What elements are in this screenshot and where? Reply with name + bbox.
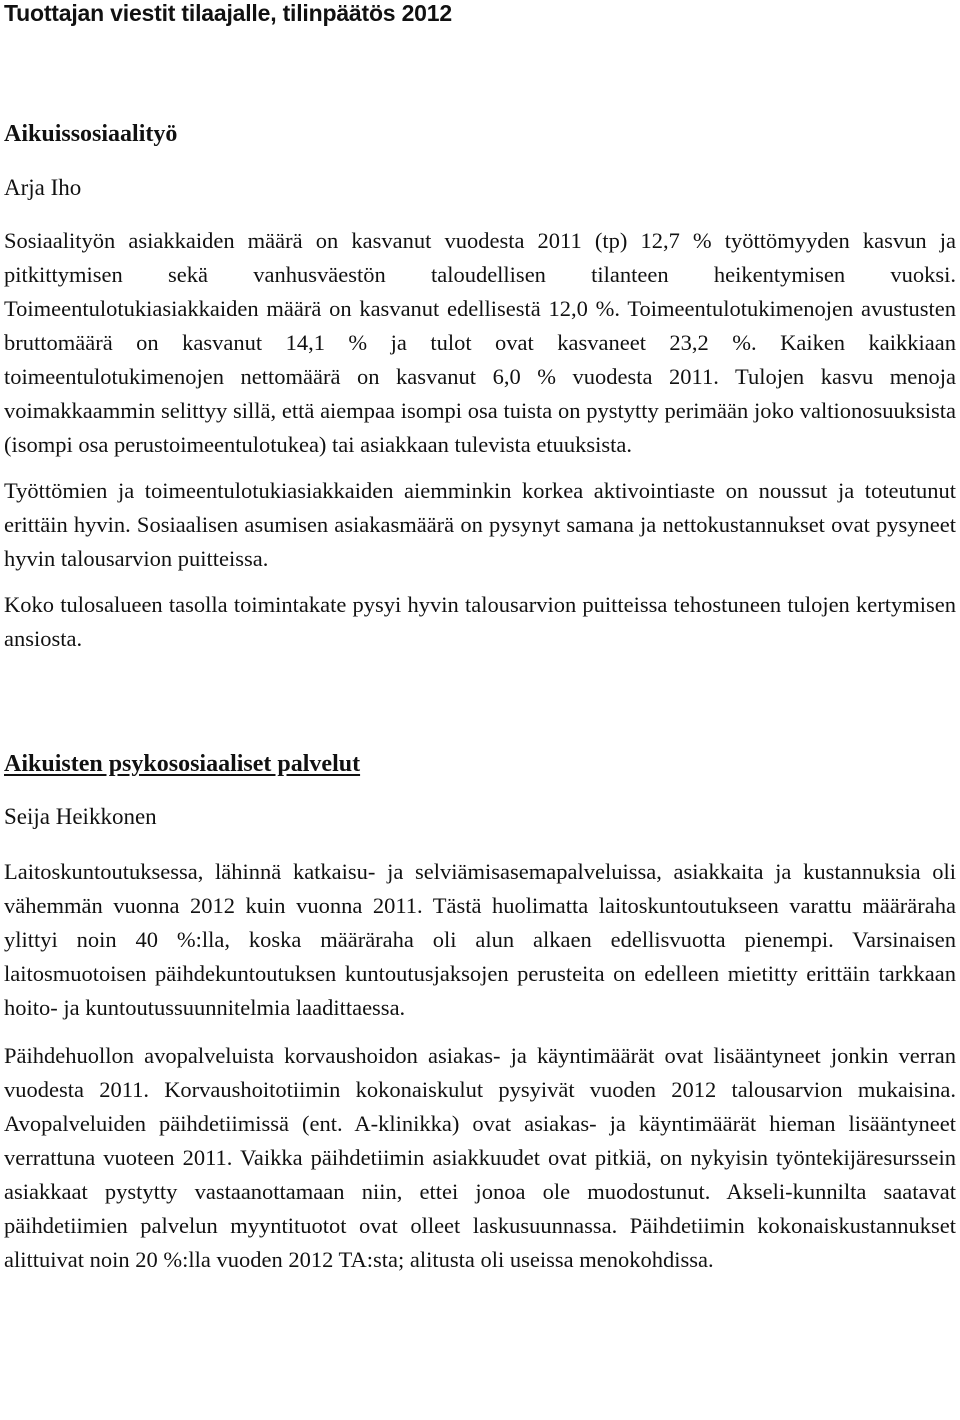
section-author: Seija Heikkonen [4, 804, 157, 829]
paragraph: Työttömien ja toimeentulotukiasiakkaiden aiemminkin korkea aktivointiaste on noussut ja toteutunut erittäin hyvin. Sosiaalisen asumisen asiakasmäärä on pysynyt samana ja nettokustannukset ovat pysyneet hyvin talousarvion puitteissa. [4, 478, 956, 571]
section-heading: Aikuisten psykososiaaliset palvelut [4, 751, 361, 777]
section-heading: Aikuissosiaalityö [4, 121, 178, 147]
document-page [4, 0, 956, 1277]
paragraph: Päihdehuollon avopalveluista korvaushoidon asiakas- ja käyntimäärät ovat lisääntyneet jonkin verran vuodesta 2011. Korvaushoitotiimin kokonaiskulut pysyivät vuoden 2012 talousarvion mukaisina. Avopalveluiden päihdetiimissä (ent. A-klinikka) ovat asiakas- ja käyntimäärät hieman lisääntyneet verrattuna vuoteen 2011. Vaikka päihdetiimin asiakkuudet ovat pitkiä, on nykyisin työntekijäresurssein asiakkaat pystytty vastaanottamaan niin, ettei jonoa ole muodostunut. Akseli-kunnilta saatavat päihdetiimien palvelun myyntituotot ovat olleet laskusuunnassa. Päihdetiimin kokonaiskustannukset alittuivat noin 20 %:lla vuoden 2012 TA:sta; alitusta oli useissa menokohdissa. [4, 1043, 956, 1272]
section-author: Arja Iho [4, 175, 82, 200]
paragraph: Sosiaalityön asiakkaiden määrä on kasvanut vuodesta 2011 (tp) 12,7 % työttömyyden kasvun ja pitkittymisen sekä vanhusväestön taloudellisen tilanteen heikentymisen vuoksi. Toimeentulotukiasiakkaiden määrä on kasvanut edellisestä 12,0 %. Toimeentulotukimenojen avustusten bruttomäärä on kasvanut 14,1 % ja tulot ovat kasvaneet 23,2 %. Kaiken kaikkiaan toimeentulotukimenojen nettomäärä on kasvanut 6,0 % vuodesta 2011. Tulojen kasvu menoja voimakkaammin selittyy sillä, että aiempaa isompi osa tuista on pystytty perimään joko valtionosuuksista (isompi osa perustoimeentulotukea) tai asiakkaan tulevista etuuksista. [4, 228, 956, 457]
paragraph: Laitoskuntoutuksessa, lähinnä katkaisu- ja selviämisasemapalveluissa, asiakkaita ja kustannuksia oli vähemmän vuonna 2012 kuin vuonna 2011. Tästä huolimatta laitoskuntoutukseen varattu määräraha ylittyi noin 40 %:lla, koska määräraha oli alun alkaen edellisvuotta pienempi. Varsinaisen laitosmuotoisen päihdekuntoutuksen kuntoutusjaksojen perusteita on edelleen mietitty erittäin tarkkaan hoito- ja kuntoutussuunnitelmia laadittaessa. [4, 859, 956, 1020]
section-aikuissosiaalityo [4, 120, 956, 656]
section-psykososiaaliset-palvelut [4, 750, 956, 1277]
paragraph: Koko tulosalueen tasolla toimintakate pysyi hyvin talousarvion puitteissa tehostuneen tulojen kertymisen ansiosta. [4, 592, 956, 651]
document-title: Tuottajan viestit tilaajalle, tilinpäätös 2012 [4, 0, 452, 26]
